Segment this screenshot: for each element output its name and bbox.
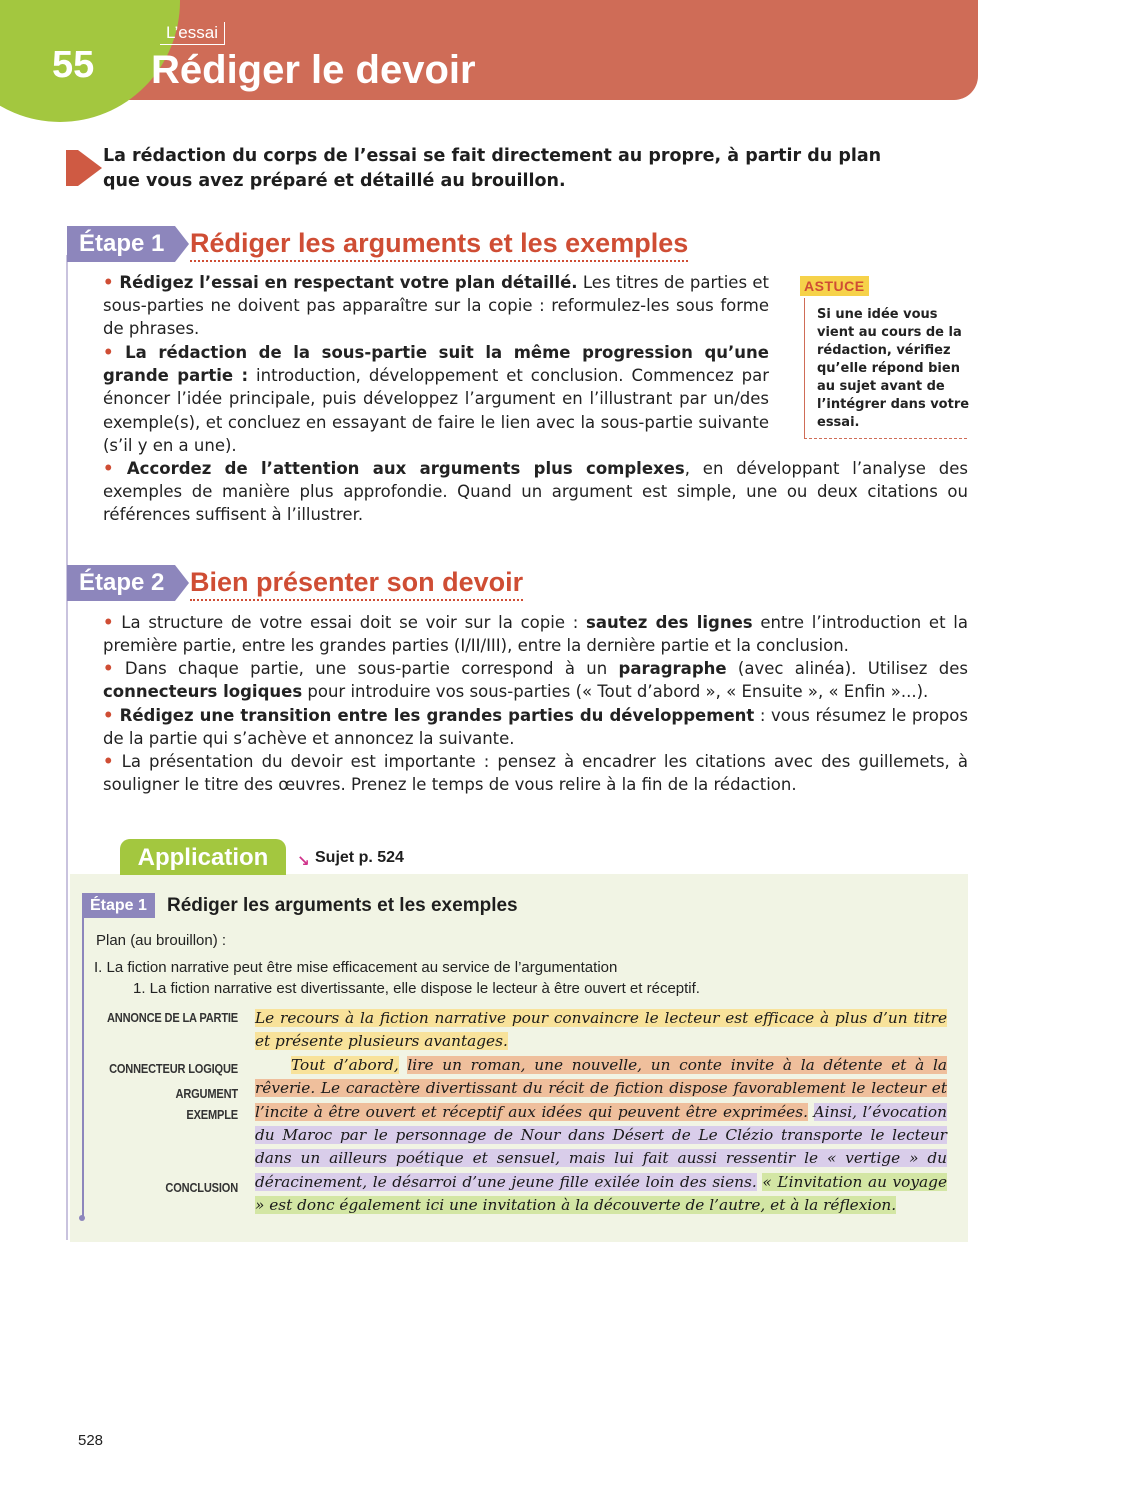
guide-dot-icon: [79, 1215, 85, 1221]
step2-title: Bien présenter son devoir: [190, 567, 523, 601]
handwritten-paragraph: [255, 1007, 947, 1218]
bold-text: Rédigez une transition entre les grandes parties du développement: [119, 706, 755, 725]
exemple-highlight: Ainsi, l’évocation du Maroc par le personnage de Nour dans Désert de Le Clézio transporte le lecteur dans un ailleurs poétique et sensuel, mais lui fait aussi ressentir le « vertige » du déracinement, le désarroi d’une jeune fille exilée loin des siens.: [255, 1102, 947, 1191]
application-tab: Application: [120, 839, 286, 875]
astuce-label: ASTUCE: [800, 276, 869, 296]
step1-p3-text: , en développant l’analyse des exemples de manière plus approfondie. Quand un argument est simple, une ou deux citations ou références suffisent à l’illustrer.: [103, 459, 968, 525]
step2-bullet-2: [103, 657, 968, 703]
bullet-icon: •: [103, 706, 120, 725]
arrow-icon: ↘: [297, 852, 310, 870]
section-tag: L’essai: [160, 22, 225, 45]
bullet-icon: •: [103, 613, 114, 632]
step2-tab: Étape 2: [67, 565, 175, 601]
application-step-tab: Étape 1: [82, 893, 155, 918]
label-conclusion: CONCLUSION: [165, 1180, 238, 1195]
label-argument: ARGUMENT: [175, 1086, 238, 1101]
text: : vous résumez le propos de la partie qui s’achève et annoncez la suivante.: [103, 706, 968, 749]
chapter-number: 55: [52, 44, 95, 86]
step2-bullet-1: [103, 611, 968, 657]
intro-marker-icon: [66, 150, 78, 186]
conclusion-highlight: « L’invitation au voyage » est donc également ici une invitation à la découverte de l’autre, et à la réflexion.: [255, 1172, 948, 1215]
bold-text: connecteurs logiques: [103, 682, 303, 702]
page-number: 528: [78, 1432, 104, 1449]
plan-line-2: 1. La fiction narrative est divertissante, elle dispose le lecteur à être ouvert et réceptif.: [133, 980, 700, 997]
step1-bullet-2: [103, 341, 769, 457]
step2-bullet-3: [103, 704, 968, 750]
text: pour introduire vos sous-parties (« Tout d’abord », « Ensuite », « Enfin »...).: [302, 682, 929, 702]
page-title: Rédiger le devoir: [151, 48, 476, 92]
step1-tab: Étape 1: [67, 226, 175, 262]
argument-highlight: lire un roman, une nouvelle, un conte invite à la détente et à la rêverie. Le caractère divertissant du récit de fiction dispose favorablement le lecteur et l’incite à être ouvert et réceptif aux idées qui peuvent être exprimées.: [255, 1055, 947, 1121]
plan-label: Plan (au brouillon) :: [96, 932, 227, 949]
label-annonce: ANNONCE DE LA PARTIE: [106, 1010, 238, 1025]
step1-p1-bold: Rédigez l’essai en respectant votre plan détaillé.: [119, 273, 578, 292]
application-step-title: Rédiger les arguments et les exemples: [167, 895, 518, 916]
text: Dans chaque partie, une sous-partie correspond à un: [113, 659, 619, 678]
application-guide-line: [82, 895, 84, 1219]
bullet-icon: •: [103, 273, 120, 292]
step1-p2-text: introduction, développement et conclusion. Commencez par énoncer l’idée principale, puis développez l’argument en l’illustrant par un/des exemple(s), et concluez en essayant de faire le lien avec la sous-partie suivante (s’il y en a une).: [103, 366, 770, 455]
step2-bullet-4: [103, 750, 968, 796]
step1-p2-bold: La rédaction de la sous-partie suit la même progression qu’une grande partie :: [103, 343, 769, 386]
subject-reference-link[interactable]: Sujet p. 524: [315, 849, 404, 866]
label-connecteur: CONNECTEUR LOGIQUE: [109, 1061, 238, 1076]
connecteur-highlight: Tout d’abord,: [291, 1055, 399, 1074]
plan-line-1: I. La fiction narrative peut être mise efficacement au service de l’argumentation: [94, 959, 618, 976]
bullet-icon: •: [103, 659, 114, 678]
bold-text: sautez des lignes: [586, 613, 753, 632]
label-exemple: EXEMPLE: [186, 1107, 238, 1122]
annonce-highlight: Le recours à la fiction narrative pour convaincre le lecteur est efficace à plus d’un titre et présente plusieurs avantages.: [255, 1009, 947, 1051]
step1-bullet-1: [103, 271, 769, 341]
text: La présentation du devoir est importante : pensez à encadrer les citations avec des guillemets, à souligner le titre des œuvres. Prenez le temps de vous relire à la fin de la rédaction.: [103, 752, 968, 795]
text: entre l’introduction et la première partie, entre les grandes parties (I/II/III), entre la dernière partie et la conclusion.: [103, 613, 968, 656]
text: (avec alinéa). Utilisez des: [726, 659, 968, 678]
bold-text: paragraphe: [618, 659, 727, 678]
step1-title: Rédiger les arguments et les exemples: [190, 228, 688, 262]
step1-bullet-3: [103, 457, 968, 527]
intro-arrow-icon: [78, 150, 102, 186]
astuce-text: Si une idée vous vient au cours de la rédaction, vérifiez qu’elle répond bien au sujet avant de l’intégrer dans votre essai.: [817, 307, 970, 430]
bullet-icon: •: [103, 752, 114, 771]
bullet-icon: •: [103, 459, 127, 478]
text: La structure de votre essai doit se voir sur la copie :: [113, 613, 587, 632]
step1-p3-bold: Accordez de l’attention aux arguments plus complexes: [126, 459, 685, 478]
intro-text: La rédaction du corps de l’essai se fait directement au propre, à partir du plan que vous avez préparé et détaillé au brouillon.: [103, 146, 882, 191]
step1-p1-text: Les titres de parties et sous-parties ne doivent pas apparaître sur la copie : reformulez-les sous forme de phrases.: [103, 273, 770, 339]
bullet-icon: •: [103, 343, 126, 362]
